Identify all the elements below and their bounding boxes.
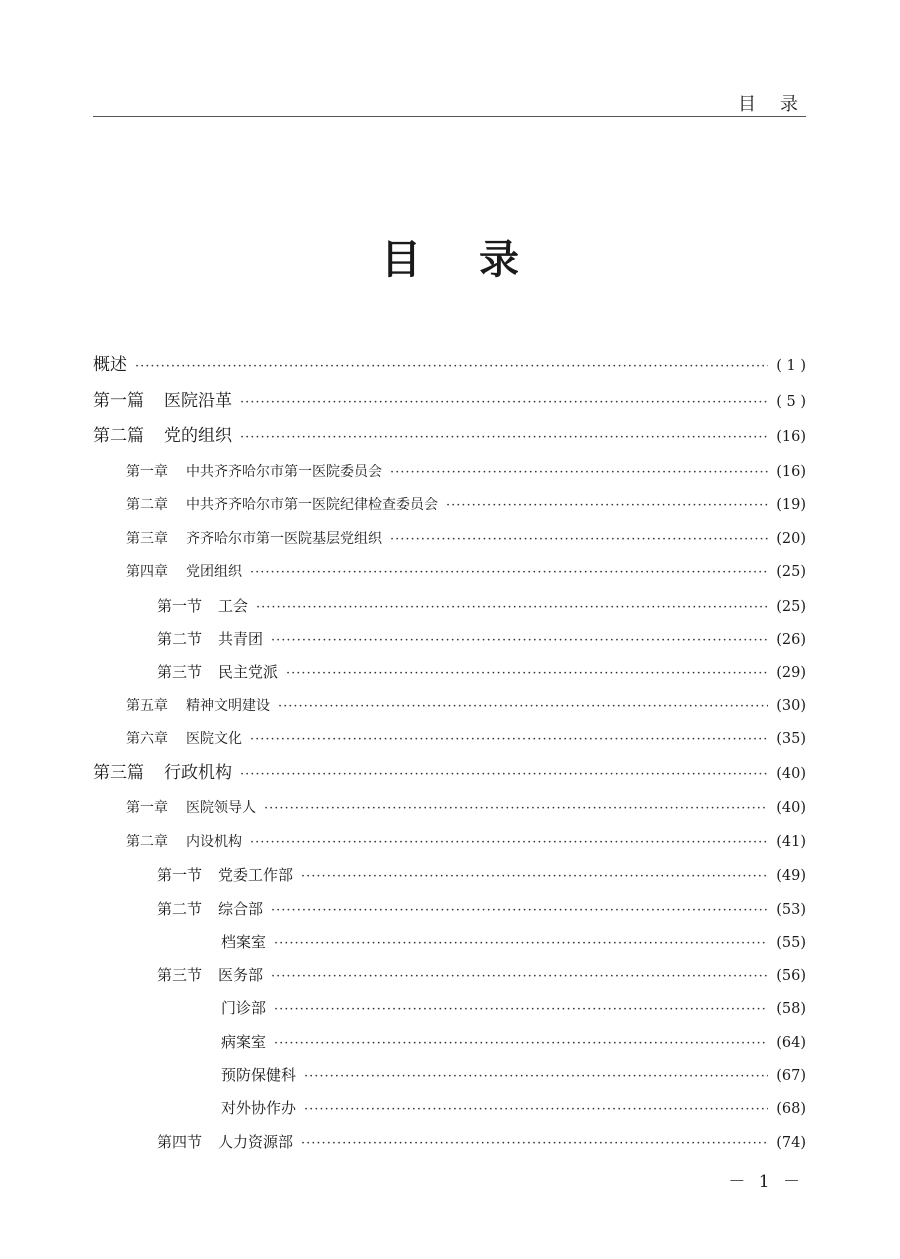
toc-entry-page: (53) (776, 901, 806, 918)
toc-entry-page: (41) (776, 833, 806, 850)
dot-leader (304, 1062, 768, 1092)
toc-entry[interactable] (93, 386, 806, 422)
dot-leader (278, 692, 768, 722)
toc-entry-page: (58) (776, 1001, 806, 1018)
toc-entry[interactable] (93, 524, 806, 558)
toc-entry-number: 第二章 (126, 833, 168, 850)
toc-entry[interactable] (93, 1027, 806, 1060)
toc-entry-title: 共青团 (218, 630, 264, 649)
table-of-contents (93, 350, 806, 1160)
toc-entry-page: (16) (776, 429, 806, 446)
toc-entry[interactable] (93, 457, 806, 491)
dot-leader (274, 929, 768, 959)
toc-entry[interactable] (93, 691, 806, 725)
dot-leader (264, 794, 768, 824)
toc-entry[interactable] (93, 350, 806, 386)
toc-entry-page: (20) (776, 530, 806, 547)
toc-entry-title: 党委工作部 (218, 866, 294, 885)
dot-leader (135, 352, 768, 382)
toc-entry-number: 第二篇 (93, 426, 144, 447)
toc-entry-number: 第六章 (126, 731, 168, 748)
dot-leader (271, 896, 768, 926)
toc-entry-title: 中共齐齐哈尔市第一医院委员会 (186, 463, 382, 480)
dot-leader (286, 659, 768, 689)
toc-entry-title: 医院沿革 (164, 390, 232, 411)
toc-entry-page: (67) (776, 1068, 806, 1085)
toc-entry-number: 第一篇 (93, 390, 144, 411)
toc-entry-page: ( 1 ) (776, 358, 806, 374)
toc-entry[interactable] (93, 960, 806, 993)
dot-leader (240, 388, 768, 418)
toc-entry-number: 第三节 (157, 966, 203, 985)
toc-entry-number: 第二节 (157, 630, 203, 649)
toc-entry-page: (30) (776, 697, 806, 714)
toc-entry[interactable] (93, 1093, 806, 1126)
toc-entry-title: 对外协作办 (221, 1099, 297, 1118)
toc-entry-number: 第四节 (157, 1132, 203, 1151)
toc-entry-number: 第三篇 (93, 762, 144, 783)
toc-entry[interactable] (93, 490, 806, 524)
dot-leader (304, 1095, 768, 1125)
toc-entry-title: 门诊部 (221, 999, 267, 1018)
toc-entry[interactable] (93, 793, 806, 827)
toc-entry-title: 档案室 (221, 932, 267, 951)
toc-entry-title: 行政机构 (164, 762, 232, 783)
toc-entry[interactable] (93, 927, 806, 960)
toc-entry-page: (40) (776, 765, 806, 782)
toc-entry-title: 病案室 (221, 1032, 267, 1051)
dot-leader (240, 423, 768, 453)
toc-entry-number: 第三节 (157, 663, 203, 682)
toc-entry-page: (55) (776, 934, 806, 951)
toc-entry-number: 第二节 (157, 899, 203, 918)
toc-entry-number: 第一节 (157, 866, 203, 885)
toc-entry-page: (68) (776, 1101, 806, 1118)
dot-leader (240, 760, 768, 790)
running-header (93, 88, 822, 117)
toc-entry-page: (26) (776, 632, 806, 649)
toc-entry-page: (56) (776, 968, 806, 985)
dot-leader (274, 1029, 768, 1059)
dot-leader (301, 862, 768, 892)
dot-leader (250, 725, 768, 755)
toc-entry[interactable] (93, 758, 806, 794)
toc-entry-title: 民主党派 (218, 663, 279, 682)
toc-entry[interactable] (93, 421, 806, 457)
toc-entry-page: (74) (776, 1134, 806, 1151)
dot-leader (274, 995, 768, 1025)
toc-entry-page: (40) (776, 800, 806, 817)
toc-entry-number: 第二章 (126, 497, 168, 514)
toc-entry[interactable] (93, 894, 806, 927)
toc-entry-page: (25) (776, 564, 806, 581)
toc-entry-number: 第五章 (126, 697, 168, 714)
toc-entry[interactable] (93, 827, 806, 861)
dot-leader (390, 458, 768, 488)
toc-entry-title: 综合部 (218, 899, 264, 918)
dot-leader (301, 1129, 768, 1159)
toc-entry-number: 第四章 (126, 564, 168, 581)
dot-leader (256, 593, 768, 623)
toc-entry-title: 工会 (218, 596, 249, 615)
toc-entry-title: 医务部 (218, 966, 264, 985)
toc-entry-title: 中共齐齐哈尔市第一医院纪律检查委员会 (186, 497, 438, 514)
toc-entry[interactable] (93, 724, 806, 758)
dot-leader (271, 626, 768, 656)
page-title: 目录 (381, 236, 577, 283)
toc-entry-title: 内设机构 (186, 833, 242, 850)
dot-leader (271, 962, 768, 992)
toc-entry-title: 齐齐哈尔市第一医院基层党组织 (186, 530, 382, 547)
toc-entry-title: 精神文明建设 (186, 697, 270, 714)
toc-entry-page: (25) (776, 598, 806, 615)
toc-entry-title: 党团组织 (186, 564, 242, 581)
toc-entry-number: 第三章 (126, 530, 168, 547)
toc-entry[interactable] (93, 557, 806, 591)
page-number: － 1 － (728, 1172, 804, 1192)
toc-entry[interactable] (93, 1060, 806, 1093)
dot-leader (250, 558, 768, 588)
toc-entry-title: 医院领导人 (186, 800, 256, 817)
toc-entry[interactable] (93, 993, 806, 1026)
toc-entry-page: (16) (776, 463, 806, 480)
toc-entry-title: 医院文化 (186, 731, 242, 748)
toc-entry-page: (64) (776, 1034, 806, 1051)
toc-entry[interactable] (93, 860, 806, 893)
toc-entry[interactable] (93, 1127, 806, 1160)
toc-entry-title: 人力资源部 (218, 1132, 294, 1151)
toc-entry-page: ( 5 ) (776, 393, 806, 410)
toc-entry[interactable] (93, 591, 806, 624)
dot-leader (390, 525, 768, 555)
toc-entry-page: (35) (776, 731, 806, 748)
toc-entry-page: (19) (776, 497, 806, 514)
toc-entry-number: 第一章 (126, 463, 168, 480)
toc-entry-title: 预防保健科 (221, 1066, 297, 1085)
running-header-text: 目录 (738, 94, 822, 115)
toc-entry[interactable] (93, 624, 806, 657)
toc-entry-page: (49) (776, 868, 806, 885)
toc-entry-title: 党的组织 (164, 426, 232, 447)
dot-leader (250, 828, 768, 858)
toc-entry[interactable] (93, 657, 806, 690)
toc-entry-number: 第一章 (126, 800, 168, 817)
toc-entry-title: 概述 (93, 355, 127, 375)
toc-entry-page: (29) (776, 665, 806, 682)
toc-entry-number: 第一节 (157, 596, 203, 615)
dot-leader (446, 491, 768, 521)
